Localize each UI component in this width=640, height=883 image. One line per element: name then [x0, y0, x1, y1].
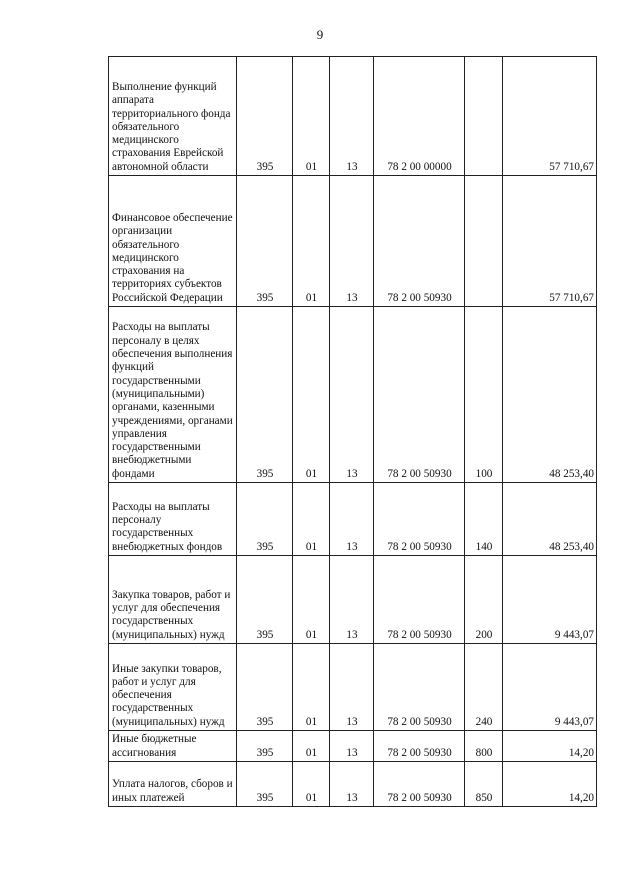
row-name-text: Выполнение функций аппарата территориального фонда обязательного медицинского страхования Еврейской автономной области — [112, 80, 231, 173]
table-row — [109, 731, 597, 762]
row-name-cell — [109, 556, 237, 644]
grbs-cell: 395 — [237, 57, 293, 176]
target-article-cell: 78 2 00 00000 — [374, 57, 465, 176]
expense-type-cell: 200 — [465, 556, 503, 644]
amount-cell: 48 253,40 — [503, 307, 597, 483]
subsection-cell: 13 — [330, 644, 374, 731]
row-name-cell — [109, 731, 237, 762]
section-cell: 01 — [293, 176, 330, 307]
section-cell: 01 — [293, 57, 330, 176]
amount-cell: 57 710,67 — [503, 176, 597, 307]
page-number: 9 — [316, 27, 324, 42]
subsection-cell: 13 — [330, 57, 374, 176]
subsection-cell: 13 — [330, 176, 374, 307]
expense-type-cell — [465, 176, 503, 307]
table-row — [109, 556, 597, 644]
section-cell: 01 — [293, 556, 330, 644]
grbs-cell: 395 — [237, 556, 293, 644]
grbs-cell: 395 — [237, 307, 293, 483]
amount-cell: 48 253,40 — [503, 483, 597, 556]
table-row — [109, 57, 597, 176]
table-row — [109, 307, 597, 483]
subsection-cell: 13 — [330, 556, 374, 644]
row-name-text: Закупка товаров, работ и услуг для обеспечения государственных (муниципальных) нужд — [112, 588, 231, 641]
row-name-text: Расходы на выплаты персоналу в целях обеспечения выполнения функций государственными (муниципальными) органами, казенными учреждениями, органами управления государственными внебюджетными фондами — [112, 321, 233, 480]
row-name-text: Финансовое обеспечение организации обязательного медицинского страхования на территориях субъектов Российской Федерации — [112, 211, 233, 304]
expense-type-cell: 800 — [465, 731, 503, 762]
grbs-cell: 395 — [237, 176, 293, 307]
row-name-cell — [109, 762, 237, 807]
target-article-cell: 78 2 00 50930 — [374, 644, 465, 731]
amount-cell: 9 443,07 — [503, 644, 597, 731]
row-name-text: Иные закупки товаров, работ и услуг для обеспечения государственных (муниципальных) нужд — [112, 662, 225, 728]
subsection-cell: 13 — [330, 762, 374, 807]
table-row — [109, 762, 597, 807]
grbs-cell: 395 — [237, 644, 293, 731]
row-name-cell — [109, 176, 237, 307]
section-cell: 01 — [293, 731, 330, 762]
subsection-cell: 13 — [330, 483, 374, 556]
expense-type-cell: 100 — [465, 307, 503, 483]
row-name-text: Иные бюджетные ассигнования — [112, 733, 197, 759]
budget-table — [108, 56, 597, 807]
subsection-cell: 13 — [330, 307, 374, 483]
target-article-cell: 78 2 00 50930 — [374, 307, 465, 483]
row-name-cell — [109, 644, 237, 731]
grbs-cell: 395 — [237, 762, 293, 807]
amount-cell: 14,20 — [503, 731, 597, 762]
expense-type-cell: 240 — [465, 644, 503, 731]
table-row — [109, 483, 597, 556]
target-article-cell: 78 2 00 50930 — [374, 731, 465, 762]
table-row — [109, 644, 597, 731]
subsection-cell: 13 — [330, 731, 374, 762]
section-cell: 01 — [293, 483, 330, 556]
grbs-cell: 395 — [237, 731, 293, 762]
section-cell: 01 — [293, 307, 330, 483]
section-cell: 01 — [293, 762, 330, 807]
amount-cell: 14,20 — [503, 762, 597, 807]
amount-cell: 57 710,67 — [503, 57, 597, 176]
row-name-cell — [109, 307, 237, 483]
table-row — [109, 176, 597, 307]
row-name-text: Уплата налогов, сборов и иных платежей — [112, 778, 233, 804]
section-cell: 01 — [293, 644, 330, 731]
expense-type-cell — [465, 57, 503, 176]
grbs-cell: 395 — [237, 483, 293, 556]
amount-cell: 9 443,07 — [503, 556, 597, 644]
row-name-cell — [109, 483, 237, 556]
expense-type-cell: 140 — [465, 483, 503, 556]
target-article-cell: 78 2 00 50930 — [374, 762, 465, 807]
row-name-cell — [109, 57, 237, 176]
target-article-cell: 78 2 00 50930 — [374, 483, 465, 556]
target-article-cell: 78 2 00 50930 — [374, 556, 465, 644]
target-article-cell: 78 2 00 50930 — [374, 176, 465, 307]
expense-type-cell: 850 — [465, 762, 503, 807]
row-name-text: Расходы на выплаты персоналу государственных внебюджетных фондов — [112, 500, 223, 553]
